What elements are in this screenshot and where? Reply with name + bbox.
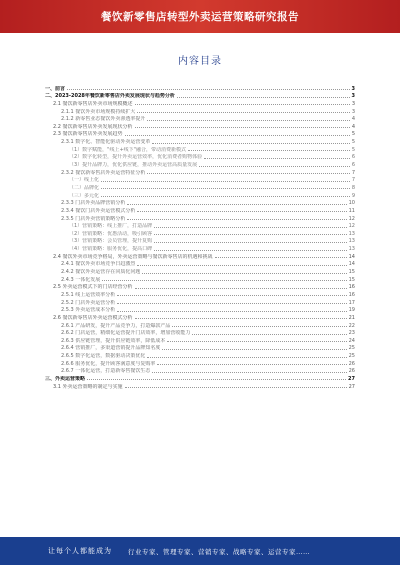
toc-page-number: 24 [348,337,355,344]
report-footer [0,537,400,565]
toc-page-number: 25 [348,345,355,352]
toc-entry-title: （2）营销策略：优惠活动，吸引顾客 [69,230,153,237]
toc-entry-title: 2.6.4 营销推广，多渠道营销提升品牌知名度 [61,345,161,352]
toc-page-number: 26 [348,360,355,367]
toc-page-number: 11 [348,207,355,214]
toc-entry-title: 2.5.1 线上运营效率分析 [61,291,116,298]
toc-page-number: 16 [348,291,355,298]
toc-page-number: 13 [348,238,355,245]
toc-entry-title: （3）提升品牌力，优化供应链，推动外卖运营高质量发展 [69,162,198,169]
toc-page-number: 23 [348,330,355,337]
toc-entry[interactable] [45,229,355,237]
toc-dot-leader [162,349,346,350]
toc-entry[interactable] [45,92,355,100]
toc-entry-title: 2.4.1 餐饮外卖市场竞争日趋激烈 [61,261,136,268]
toc-entry[interactable] [45,344,355,352]
toc-page-number: 10 [348,200,355,207]
toc-dot-leader [167,341,346,342]
toc-page-number: 16 [348,284,355,291]
toc-entry-title: （2）数字化转型，提升外卖运营效率，优化消费者购物体验 [69,154,203,161]
toc-dot-leader [199,166,350,167]
toc-dot-leader [172,326,346,327]
toc-entry[interactable] [45,206,355,214]
toc-entry-title: 2.5.3 外卖运营成本分析 [61,307,116,314]
toc-entry[interactable] [45,115,355,123]
toc-entry[interactable] [45,244,355,252]
toc-entry-title: 2.6.7 一体化运营，打造新零售餐饮生态 [61,368,151,375]
toc-entry-title: 2.6.6 服务优化，提升顾客满意度与复购率 [61,360,156,367]
table-of-contents [45,84,355,390]
toc-entry[interactable] [45,374,355,382]
toc-page-number: 6 [351,162,355,169]
toc-dot-leader [117,303,346,304]
toc-entry-title: 2.3.5 门店外卖营销策略分析 [61,215,126,222]
toc-dot-leader [101,196,350,197]
toc-page-number: 13 [348,230,355,237]
toc-entry-title: 2.6.2 门店运营，精细化运营提升门店效率，增加营收能力 [61,330,191,337]
toc-entry-title: 2.3.1 数字化、智能化驱动外卖运营变革 [61,139,151,146]
toc-page-number: 12 [348,215,355,222]
toc-entry[interactable] [45,137,355,145]
toc-dot-leader [135,318,347,319]
toc-entry-title: 2.5.2 门店外卖运营分析 [61,299,116,306]
toc-page-number: 25 [348,353,355,360]
toc-page-number: 4 [351,123,355,130]
toc-entry[interactable] [45,336,355,344]
toc-dot-leader [135,288,347,289]
toc-entry-title: 2.4.3 一体化发展 [61,276,101,283]
toc-entry-title: （4）营销策略：服务优化，提高口碑 [69,246,153,253]
toc-entry[interactable] [45,367,355,375]
toc-dot-leader [137,112,349,113]
report-title: 餐饮新零售店转型外卖运营策略研究报告 [101,11,299,23]
toc-entry-title: 2.6.3 供应链管理，提升供应链效率，降低成本 [61,337,166,344]
toc-dot-leader [127,204,346,205]
toc-entry-title: 2.2 餐饮新零售店外卖发展现状分析 [53,123,133,130]
toc-dot-leader [177,97,350,98]
toc-page-number: 12 [348,223,355,230]
toc-dot-leader [135,127,350,128]
toc-page-number: 14 [348,253,355,260]
toc-dot-leader [135,104,350,105]
toc-heading: 内容目录 [178,56,222,67]
toc-dot-leader [137,211,346,212]
toc-entry[interactable] [45,329,355,337]
toc-page-number: 19 [348,307,355,314]
toc-entry-title: 一、前言 [45,85,66,92]
toc-dot-leader [125,387,347,388]
toc-entry[interactable] [45,191,355,199]
toc-dot-leader [154,234,346,235]
toc-page-number: 26 [348,368,355,375]
toc-page-number: 22 [348,322,355,329]
report-header [0,0,400,33]
toc-page-number: 15 [348,269,355,276]
toc-entry[interactable] [45,351,355,359]
toc-entry-title: （1）数字赋能，"线上+线下"融合，带动消费新模式 [69,146,186,153]
toc-entry-title: 2.6.1 产品研发，提升产品竞争力，打造爆款产品 [61,322,171,329]
footer-slogan: 让每个人都能成为 [48,547,112,555]
toc-dot-leader [188,150,350,151]
toc-entry[interactable] [45,298,355,306]
toc-entry-title: 3.1 外卖运营策略的制定与实施 [53,383,123,390]
toc-entry-title: （1）营销策略：线上推广，打造品牌 [69,223,153,230]
toc-entry-title: 2.3.2 餐饮新零售店外卖运营特征分析 [61,169,146,176]
toc-entry-title: 2.1.1 餐饮外卖市场规模持续扩大 [61,108,136,115]
toc-entry[interactable] [45,290,355,298]
toc-entry-title: （一）线上化 [69,177,100,184]
toc-page-number: 17 [348,299,355,306]
toc-entry[interactable] [45,260,355,268]
toc-entry[interactable] [45,222,355,230]
toc-entry[interactable] [45,199,355,207]
toc-page-number: 9 [351,192,355,199]
toc-dot-leader [154,242,346,243]
toc-page-number: 3 [351,93,355,100]
toc-entry-title: 2.4 餐饮外卖市场竞争格局，外卖运营策略与餐饮新零售店的机遇和挑战 [53,253,213,260]
toc-dot-leader [147,173,349,174]
toc-dot-leader [127,219,346,220]
toc-dot-leader [117,311,346,312]
toc-entry[interactable] [45,122,355,130]
toc-page-number: 21 [348,314,355,321]
toc-entry[interactable] [45,359,355,367]
toc-entry[interactable] [45,176,355,184]
toc-dot-leader [87,379,346,380]
toc-dot-leader [192,334,346,335]
toc-entry[interactable] [45,267,355,275]
toc-page-number: 3 [351,100,355,107]
toc-page-number: 14 [348,261,355,268]
toc-dot-leader [154,227,346,228]
toc-entry-title: （三）多元化 [69,192,100,199]
toc-dot-leader [204,158,350,159]
toc-dot-leader [117,295,346,296]
toc-page-number: 5 [351,131,355,138]
toc-dot-leader [147,120,349,121]
toc-entry[interactable] [45,153,355,161]
toc-dot-leader [154,250,346,251]
toc-entry[interactable] [45,130,355,138]
toc-entry-title: 二、2023-2028年餐饮新零售店外卖发展现状与趋势分析 [45,93,175,100]
toc-entry-title: （3）营销策略：会员管理，提升复购 [69,238,153,245]
toc-entry[interactable] [45,252,355,260]
toc-entry[interactable] [45,214,355,222]
toc-entry[interactable] [45,313,355,321]
toc-page-number: 27 [348,375,355,382]
toc-page-number: 3 [351,108,355,115]
toc-entry-title: 2.3 餐饮新零售店外卖发展趋势 [53,131,123,138]
toc-entry-title: （二）品牌化 [69,184,100,191]
toc-dot-leader [101,181,350,182]
toc-dot-leader [102,280,346,281]
toc-entry[interactable] [45,306,355,314]
toc-dot-leader [101,188,350,189]
toc-entry[interactable] [45,237,355,245]
toc-page-number: 27 [348,383,355,390]
toc-entry[interactable] [45,99,355,107]
toc-entry-title: 2.6 餐饮新零售店外卖运营模式分析 [53,314,133,321]
toc-entry[interactable] [45,84,355,92]
toc-page-number: 7 [351,169,355,176]
toc-page-number: 7 [351,177,355,184]
toc-dot-leader [137,265,346,266]
toc-entry-title: 2.1 餐饮新零售店外卖市场规模概述 [53,100,133,107]
toc-entry[interactable] [45,283,355,291]
toc-entry[interactable] [45,107,355,115]
toc-page-number: 5 [351,146,355,153]
toc-entry[interactable] [45,275,355,283]
toc-page-number: 6 [351,154,355,161]
toc-dot-leader [125,135,350,136]
toc-dot-leader [152,372,346,373]
toc-dot-leader [157,364,346,365]
toc-dot-leader [142,273,346,274]
toc-dot-leader [67,89,350,90]
toc-dot-leader [147,357,346,358]
toc-entry-title: 2.4.2 餐饮外卖运营存在同质化问题 [61,269,141,276]
toc-entry-title: 2.5 外卖运营模式下的门店经营分析 [53,284,133,291]
toc-entry-title: 2.3.3 门店外卖品牌营销分析 [61,200,126,207]
toc-dot-leader [152,143,349,144]
toc-entry-title: 三、外卖运营策略 [45,375,86,382]
toc-entry[interactable] [45,321,355,329]
toc-page-number: 13 [348,246,355,253]
toc-entry-title: 2.6.5 数字化运营，数据驱动决策优化 [61,353,146,360]
toc-page-number: 5 [351,139,355,146]
toc-page-number: 4 [351,116,355,123]
toc-entry[interactable] [45,382,355,390]
toc-entry-title: 2.1.2 新零售业态餐饮外卖渗透率提升 [61,116,146,123]
toc-dot-leader [215,257,347,258]
toc-page-number: 3 [351,85,355,92]
toc-entry[interactable] [45,183,355,191]
toc-page-number: 8 [351,184,355,191]
toc-entry-title: 2.3.4 餐饮门店外卖运营模式分析 [61,207,136,214]
toc-entry[interactable] [45,160,355,168]
toc-entry[interactable] [45,145,355,153]
toc-page-number: 15 [348,276,355,283]
toc-entry[interactable] [45,168,355,176]
footer-expert-list: 行业专家、管理专家、营销专家、战略专家、运营专家…… [128,547,310,556]
